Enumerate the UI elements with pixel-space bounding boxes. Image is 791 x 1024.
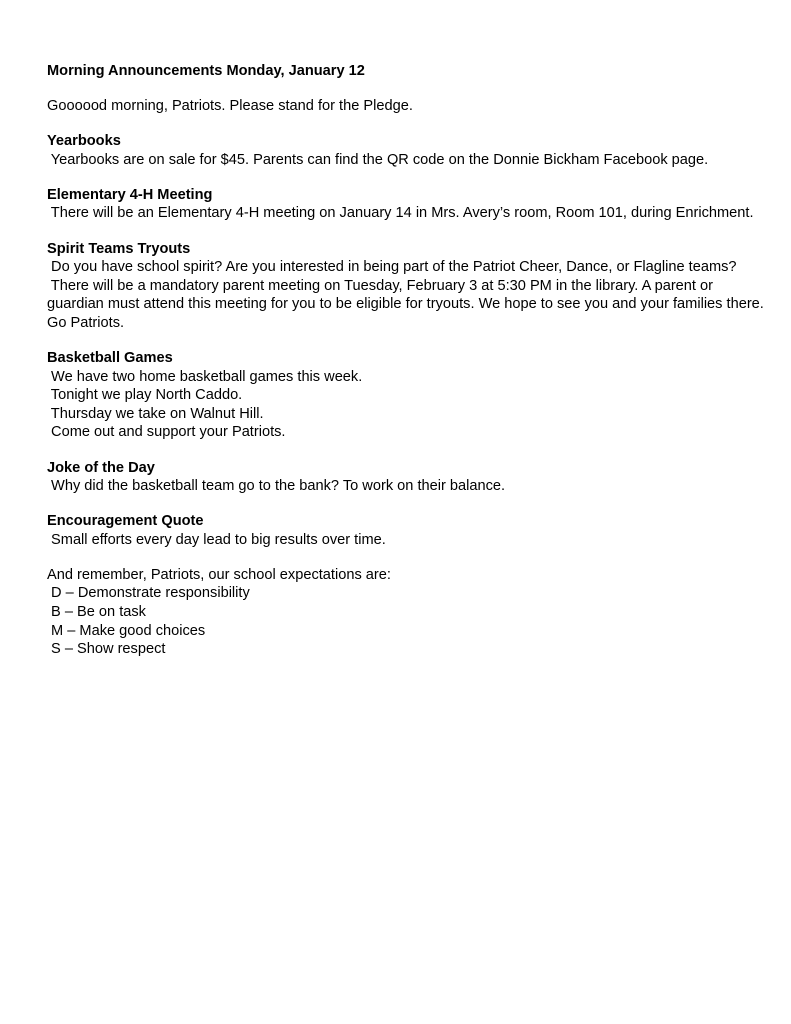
section-text-line: Small efforts every day lead to big results over time. [47,531,386,548]
expectations-intro: And remember, Patriots, our school expectations are: [47,566,391,583]
expectation-item: B – Be on task [47,604,146,621]
announcement-section [47,132,767,169]
section-text-line: We have two home basketball games this week. [47,368,363,385]
section-text-line: There will be an Elementary 4-H meeting on January 14 in Mrs. Avery’s room, Room 101, during Enrichment. [47,205,754,222]
section-heading: Encouragement Quote [47,513,204,530]
section-heading: Spirit Teams Tryouts [47,240,191,257]
section-text-line: Why did the basketball team go to the bank? To work on their balance. [47,478,506,495]
greeting: Goooood morning, Patriots. Please stand for the Pledge. [47,98,413,115]
section-text-line: Come out and support your Patriots. [47,424,286,441]
expectation-item: S – Show respect [47,641,166,658]
section-heading: Joke of the Day [47,459,155,476]
announcement-section [47,349,767,442]
document-title: Morning Announcements Monday, January 12 [47,63,365,79]
section-text-line: Do you have school spirit? Are you interested in being part of the Patriot Cheer, Dance, or Flagline teams? [47,259,737,276]
section-text-line: guardian must attend this meeting for you to be eligible for tryouts. We hope to see you and your families there. [47,296,764,313]
expectations-section [47,566,767,659]
expectation-item: M – Make good choices [47,622,206,639]
section-text-line: Go Patriots. [47,314,125,331]
section-heading: Basketball Games [47,350,173,367]
announcement-section [47,186,767,223]
expectation-item: D – Demonstrate responsibility [47,585,250,602]
announcement-section [47,512,767,549]
section-text-line: Tonight we play North Caddo. [47,387,243,404]
announcement-section [47,459,767,496]
section-heading: Yearbooks [47,133,121,150]
announcement-section [47,240,767,333]
document [47,62,767,659]
section-text-line: Thursday we take on Walnut Hill. [47,405,264,422]
section-heading: Elementary 4-H Meeting [47,186,213,203]
section-text-line: There will be a mandatory parent meeting on Tuesday, February 3 at 5:30 PM in the library. A parent or [47,277,713,294]
section-text-line: Yearbooks are on sale for $45. Parents can find the QR code on the Donnie Bickham Facebook page. [47,151,709,168]
